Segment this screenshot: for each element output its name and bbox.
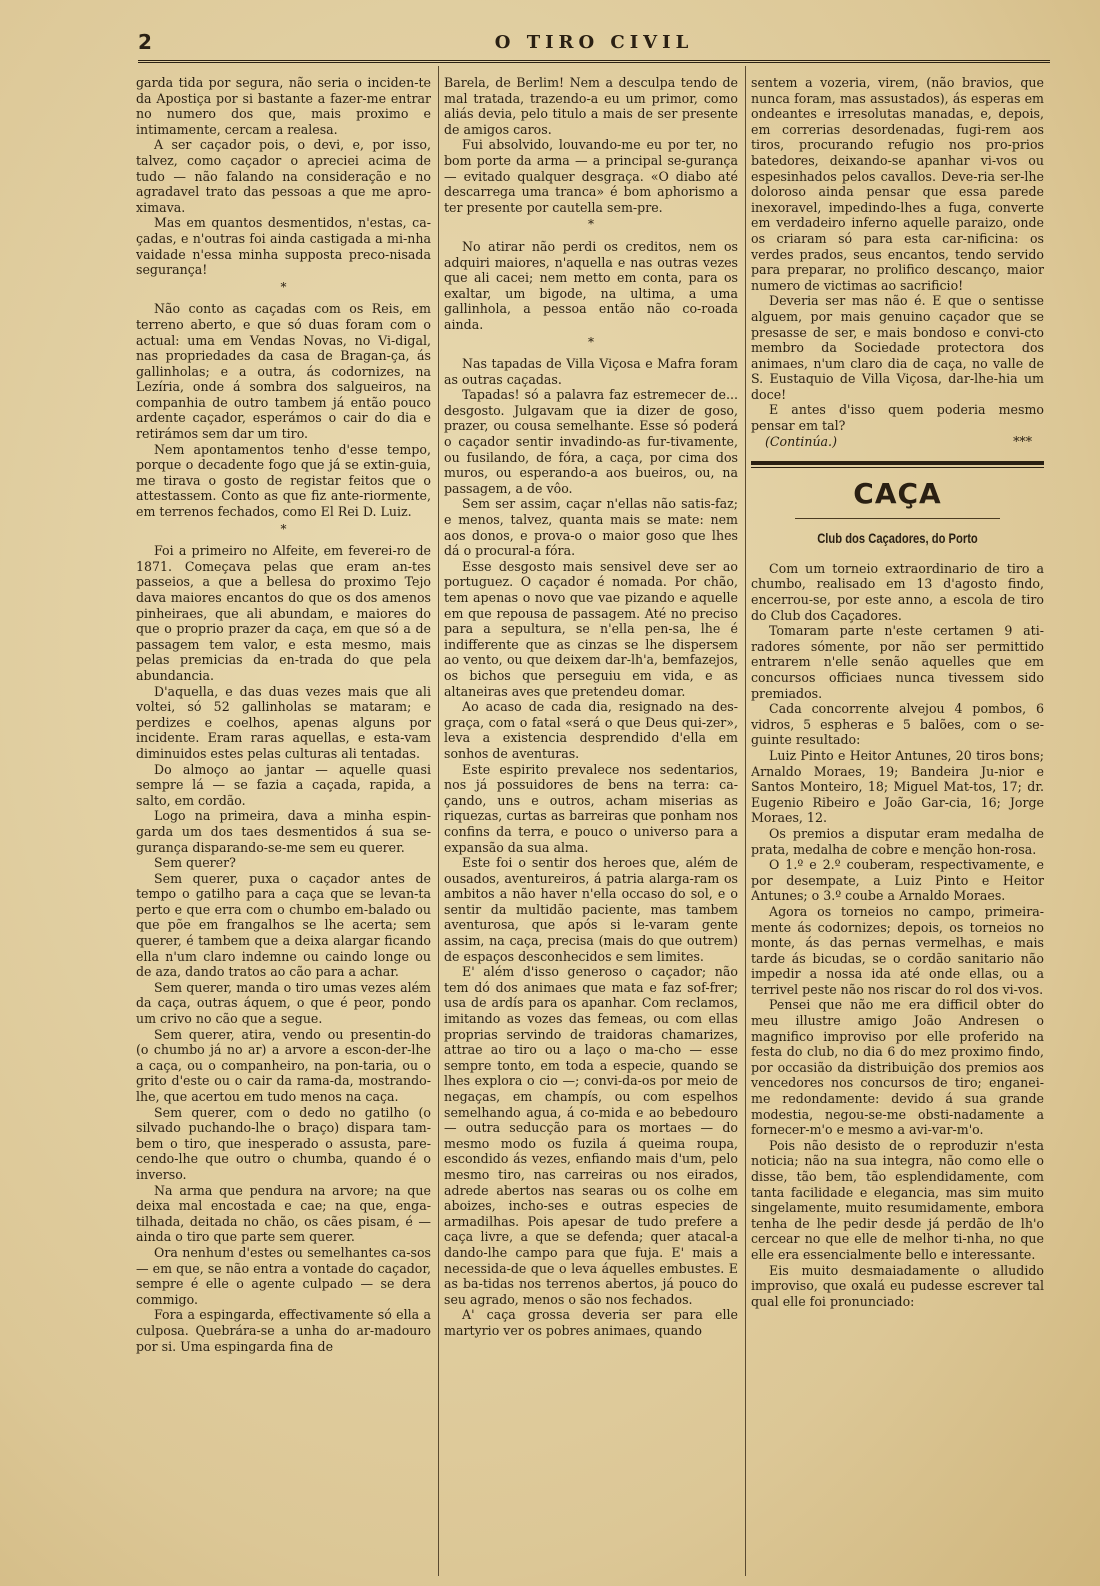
paragraph: A ser caçador pois, o devi, e, por isso, talvez, como caçador o apreciei acima de tudo — não falando na consideração e no agradavel trato das pessoas a que me apro-ximava.: [136, 137, 431, 215]
paragraph: Eis muito desmaiadamente o alludido improviso, que oxalá eu pudesse escrever tal qual elle foi pronunciado:: [751, 1262, 1044, 1309]
paragraph: Sem querer, puxa o caçador antes de tempo o gatilho para a caça que se levan-ta perto e que erra com o chumbo em-balado ou que põe em frangalhos se lhe acerta; sem querer, é tambem que a deixa alargar ficando ella n'um claro indemne ou caindo longe ou de aza, dando tratos ao cão para a achar.: [136, 870, 431, 980]
paragraph: Pois não desisto de o reproduzir n'esta noticia; não na sua integra, não como elle o disse, tão bem, tão esplendidamente, com tanta facilidade e elegancia, mas sim muito singelamente, muito resumidamente, embora tenha de lhe pedir desde já perdão de lh'o cercear no que elle de melhor ti-nha, no que elle era essencialmente bello e interessante.: [751, 1137, 1044, 1262]
paragraph: Os premios a disputar eram medalha de prata, medalha de cobre e menção hon-rosa.: [751, 825, 1044, 857]
paragraph: Tapadas! só a palavra faz estremecer de... desgosto. Julgavam que ia dizer de goso, prazer, ou cousa semelhante. Esse só poderá o caçador sentir invadindo-as fur-tivamente, ou fusilando, de fóra, a caça, por cima dos muros, ou esperando-a aos bueiros, ou, na passagem, a de vôo.: [444, 387, 738, 496]
paragraph: Sem ser assim, caçar n'ellas não satis-faz; e menos, talvez, quanta mais se mate: nem aos donos, e prova-o o maior goso que lhes dá o procural-a fóra.: [444, 496, 738, 559]
paragraph: Sem querer?: [154, 855, 236, 871]
section-subtitle: Club dos Caçadores, do Porto: [817, 530, 978, 547]
paragraph: Este foi o sentir dos heroes que, além de ousados, aventureiros, á patria alarga-ram os ambitos a não haver n'ella occaso do sol, e o sentir da multidão paciente, mas tambem aventurosa, que após si le-varam gente assim, na caça, precisa (mais do que outrem) de espaços desconhecidos e sem limites.: [444, 855, 738, 964]
paragraph: Foi a primeiro no Alfeite, em feverei-ro de 1871. Começava pelas que eram an-tes passeios, a que a bellesa do proximo Tejo dava maiores encantos do que os dos amenos pinheiraes, que ali abundam, e maiores do que o proprio prazer da caça, em que só a de passagem tem valor, e esta mesmo, mais pelas premicias da en-trada do que pela abundancia.: [136, 543, 431, 683]
paragraph: Fora a espingarda, effectivamente só ella a culposa. Quebrára-se a unha do ar-madouro por si. Uma espingarda fina de: [136, 1307, 431, 1354]
paragraph: Mas em quantos desmentidos, n'estas, ca-çadas, e n'outras foi ainda castigada a mi-nha vaidade n'essa minha supposta preco-nisada segurança!: [136, 215, 431, 278]
paragraph: E antes d'isso quem poderia mesmo pensar em tal?: [751, 402, 1044, 434]
section-separator-star: *: [588, 217, 594, 232]
page-header: [138, 30, 1050, 60]
paragraph: Cada concorrente alvejou 4 pombos, 6 vidros, 5 espheras e 5 balões, com o se-guinte resultado:: [751, 701, 1044, 748]
page-number: 2: [138, 30, 152, 54]
paragraph: Nas tapadas de Villa Viçosa e Mafra foram as outras caçadas.: [444, 356, 738, 387]
paragraph: A' caça grossa deveria ser para elle martyrio ver os pobres animaes, quando: [444, 1307, 738, 1338]
paragraph: Não conto as caçadas com os Reis, em terreno aberto, e que só duas foram com o actual: uma em Vendas Novas, no Vi-digal, nas propriedades da casa de Bragan-ça, ás gallinholas; e a outra, ás codornizes, na Lezíria, onde á sombra dos salgueiros, na companhia de outro tambem já então pouco ardente caçador, esperámos o cair do dia e retirámos sem dar um tiro.: [136, 301, 431, 442]
masthead-title: O TIRO CIVIL: [494, 32, 694, 53]
section-separator-star: *: [588, 334, 594, 349]
paragraph: Logo na primeira, dava a minha espin-garda um dos taes desmentidos á sua se-gurança disparando-se-me sem eu querer.: [136, 808, 431, 855]
paragraph: Agora os torneios no campo, primeira-mente ás codornizes; depois, os torneios no monte, ás das pernas vermelhas, e mais tarde ás bicudas, se o cordão sanitario não impedir a nossa ida até onde ellas, ou a terrivel peste não nos riscar do rol dos vi-vos.: [751, 903, 1044, 997]
paragraph: O 1.º e 2.º couberam, respectivamente, e por desempate, a Luiz Pinto e Heitor Antunes; o 3.º coube a Arnaldo Moraes.: [751, 857, 1044, 904]
paragraph: E' além d'isso generoso o caçador; não tem dó dos animaes que mata e faz sof-frer; usa de ardís para os apanhar. Com reclamos, imitando as vozes das femeas, ou com ellas proprias servindo de traidoras chamarizes, attrae ao tiro ou a laço o ma-cho — esse sempre tonto, em toda a especie, quando se lhes explora o cio —; convi-da-os por meio de negaças, em champís, ou com espelhos semelhando agua, á co-mida e ao bebedouro — outra seducção para os mortaes — do mesmo modo os fuzila á queima roupa, escondido ás vezes, enfiando mais d'um, pelo mesmo tiro, nas carreiras ou nos eirados, adrede abertos nas searas ou os colhe em aboizes, incho-ses e outras especies de armadilhas. Pois apesar de tudo prefere a caça livre, a que se defenda; quer atacal-a dando-lhe campo para que fuja. E' mais a necessida-de que o leva áquelles embustes. E as ba-tidas nos terrenos abertos, já pouco do seu agrado, menos o são nos fechados.: [444, 964, 738, 1307]
paragraph: D'aquella, e das duas vezes mais que ali voltei, só 52 gallinholas se mataram; e perdizes e coelhos, apenas alguns por incidente. Eram raras aquellas, e esta-vam diminuidos estes pelas culturas ali tentadas.: [136, 683, 431, 761]
paragraph: Com um torneio extraordinario de tiro a chumbo, realisado em 13 d'agosto findo, encerrou-se, por este anno, a escola de tiro do Club dos Caçadores.: [751, 560, 1044, 623]
section-rule: [751, 461, 1044, 468]
paragraph: Fui absolvido, louvando-me eu por ter, no bom porte da arma — a principal se-gurança — evitado qualquer desgraça. «O diabo até descarrega uma tranca» é bom aphorismo a ter presente por cautella sem-pre.: [444, 137, 738, 215]
continua-label: (Continúa.): [765, 433, 837, 449]
paragraph: Ora nenhum d'estes ou semelhantes ca-sos — em que, se não entra a vontade do caçador, sempre é elle o agente culpado — se dera commigo.: [136, 1244, 431, 1307]
paragraph: Sem querer, atira, vendo ou presentin-do (o chumbo já no ar) a arvore a escon-der-lhe a caça, ou o companheiro, na pon-taria, ou o grito d'este ou o cair da rama-da, mostrando-lhe, que acertou em tudo menos na caça.: [136, 1026, 431, 1104]
section-thin-rule: [795, 518, 1000, 519]
text-column-2: [444, 75, 738, 1575]
paragraph: Tomaram parte n'este certamen 9 ati-radores sómente, por não ser permittido entrarem n'elle senão aquelles que em concursos officiaes nunca tivessem sido premiados.: [751, 623, 1044, 701]
paragraph: Esse desgosto mais sensivel deve ser ao portuguez. O caçador é nomada. Por chão, tem apenas o novo que vae pizando e aquelle em que repousa de passagem. Até no preciso para a sepultura, se n'ella pen-sa, lhe é indifferente que as cinzas se lhe dispersem ao vento, ou que deixem dar-lh'a, bemfazejos, os bichos que perseguiu em vida, e as altaneiras aves que pretendeu domar.: [444, 558, 738, 699]
paragraph: Este espirito prevalece nos sedentarios, nos já possuidores de bens na terra: ca-çando, uns e outros, acham miserias as riquezas, curtas as barreiras que ponham nos confins da terra, e pouco o universo para a expansão da sua alma.: [444, 761, 738, 855]
text-column-1: [136, 75, 431, 1575]
paragraph: Sem querer, com o dedo no gatilho (o silvado puchando-lhe o braço) dispara tam-bem o tiro, que inesperado o assusta, pare-cendo-lhe que outro o chumba, quando é o inverso.: [136, 1104, 431, 1182]
section-title: CAÇA: [853, 477, 942, 511]
paragraph: Do almoço ao jantar — aquelle quasi sempre lá — se fazia a caçada, rapida, a salto, em cordão.: [136, 761, 431, 808]
paragraph: garda tida por segura, não seria o inciden-te da Apostiça por si bastante a fazer-me entrar no numero dos que, mais proximo e intimamente, cercam a realesa.: [136, 75, 431, 137]
section-separator-star: *: [280, 521, 287, 536]
header-rule: [138, 60, 1050, 63]
text-column-3: [751, 75, 1044, 1575]
paragraph: Ao acaso de cada dia, resignado na des-graça, com o fatal «será o que Deus qui-zer», leva a existencia desprendido d'ella em sonhos de aventuras.: [444, 699, 738, 761]
paragraph: Sem querer, manda o tiro umas vezes além da caça, outras áquem, o que é peor, pondo um crivo no cão que a segue.: [136, 979, 431, 1027]
continua-signoff: [751, 434, 1044, 450]
paragraph: sentem a vozeria, virem, (não bravios, que nunca foram, mas assustados), ás esperas em ondeantes e irresolutas manadas, e, depois, em correrias desordenadas, fugi-rem aos tiros, procurando refugio nos pro-prios batedores, deixando-se apanhar vi-vos ou espesinhados pelos cavallos. Deve-ria ser-lhe doloroso ainda pensar que essa parede inexoravel, impedindo-lhes a fuga, converte em verdadeiro inferno aquelle paraizo, onde os criaram só para esta car-nificina: os verdes prados, seus encantos, tendo servido para preparar, no prolifico descanço, maior numero de victimas ao sacrificio!: [751, 75, 1044, 293]
section-separator-star: *: [280, 279, 287, 294]
column-divider: [438, 66, 439, 1576]
paragraph: Nem apontamentos tenho d'esse tempo, porque o decadente fogo que já se extin-guia, me tirava o gosto de registar feitos que o attestassem. Conto as que fiz ante-riormente, em terrenos fechados, como El Rei D. Luiz.: [136, 441, 431, 520]
paragraph: Luiz Pinto e Heitor Antunes, 20 tiros bons; Arnaldo Moraes, 19; Bandeira Ju-nior e Santos Monteiro, 18; Miguel Mat-tos, 17; dr. Eugenio Ribeiro e João Gar-cia, 16; Jorge Moraes, 12.: [751, 747, 1044, 826]
paragraph: No atirar não perdi os creditos, nem os adquiri maiores, n'aquella e nas outras vezes que ali cacei; nem metto em conta, para os exaltar, um bigode, na ultima, a uma gallinhola, a pessoa então não co-roada ainda.: [444, 238, 738, 332]
paragraph: Barela, de Berlim! Nem a desculpa tendo de mal tratada, trazendo-a eu um primor, como aliás devia, pelo titulo a mais de ser presente de amigos caros.: [444, 75, 738, 137]
author-mark: ***: [1013, 433, 1032, 449]
column-divider: [745, 66, 746, 1576]
paragraph: Pensei que não me era difficil obter do meu illustre amigo João Andresen o magnifico improviso por elle proferido na festa do club, no dia 6 do mez proximo findo, por occasião da distribuição dos premios aos vencedores nos concursos de tiro; enganei-me redondamente: devido á sua grande modestia, negou-se-me obsti-nadamente a fornecer-m'o e mesmo a avi-var-m'o.: [751, 997, 1044, 1138]
paragraph: Deveria ser mas não é. E que o sentisse alguem, por mais genuino caçador que se presasse de ser, e mais bondoso e convi-cto membro da Sociedade protectora dos animaes, n'um claro dia de caça, no valle de S. Eustaquio de Villa Viçosa, dar-lhe-hia um doce!: [751, 293, 1044, 402]
paragraph: Na arma que pendura na arvore; na que deixa mal encostada e cae; na que, enga-tilhada, deitada no chão, os cães pisam, é — ainda o tiro que parte sem querer.: [136, 1182, 431, 1245]
